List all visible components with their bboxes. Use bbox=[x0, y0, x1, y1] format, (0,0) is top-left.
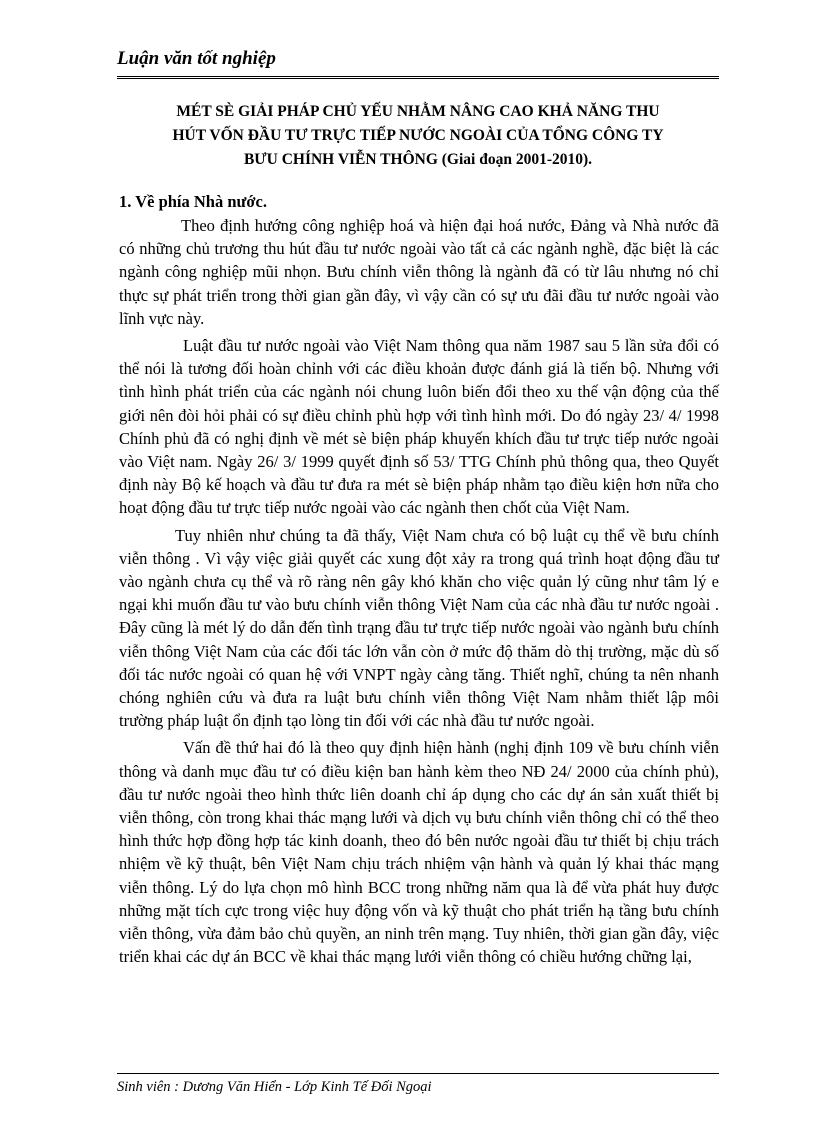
paragraph-3: Tuy nhiên như chúng ta đã thấy, Việt Nam chưa có bộ luật cụ thể về bưu chính viễn thông . Vì vậy việc giải quyết các xung đột xảy ra trong quá trình hoạt động đầu tư vào ngành chưa cụ thể và rõ ràng nên gây khó khăn cho việc quản lý cũng như tâm lý e ngại khi muốn đầu tư vào bưu chính viễn thông Việt Nam của các nhà đầu tư nước ngoài . Đây cũng là mét lý do dẫn đến tình trạng đầu tư trực tiếp nước ngoài vào ngành bưu chính viễn thông Việt Nam của các đối tác lớn vẫn còn ở mức độ thăm dò thị trường, mặc dù số đối tác nước ngoài có quan hệ với VNPT ngày càng tăng. Thiết nghĩ, chúng ta nên nhanh chóng nghiên cứu và đưa ra luật bưu chính viễn thông Việt Nam nhằm thiết lập môi trường pháp luật ổn định tạo lòng tin đối với các nhà đầu tư nước ngoài. bbox=[119, 525, 719, 731]
page-header: Luận văn tốt nghiệp bbox=[117, 48, 719, 79]
page-footer: Sinh viên : Dương Văn Hiển - Lớp Kinh Tế Đối Ngoại bbox=[117, 1079, 432, 1095]
paragraph-4: Vấn đề thứ hai đó là theo quy định hiện hành (nghị định 109 về bưu chính viễn thông và danh mục đầu tư có điều kiện ban hành kèm theo NĐ 24/ 2000 của chính phủ), đầu tư nước ngoài theo hình thức liên doanh chỉ áp dụng cho các dự án sản xuất thiết bị viễn thông, còn trong khai thác mạng lưới và dịch vụ bưu chính viễn thông chỉ có thể theo hình thức hợp đồng hợp tác kinh doanh, theo đó bên nước ngoài đầu tư thiết bị chịu trách nhiệm về kỹ thuật, bên Việt Nam chịu trách nhiệm vận hành và quản lý khai thác mạng viễn thông. Lý do lựa chọn mô hình BCC trong những năm qua là để vừa phát huy được những mặt tích cực trong việc huy động vốn và kỹ thuật cho phát triển hạ tầng bưu chính viễn thông, vừa đảm bảo chủ quyền, an ninh trên mạng. Tuy nhiên, thời gian gần đây, việc triển khai các dự án BCC về khai thác mạng lưới viễn thông có chiều hướng chững lại, bbox=[119, 738, 719, 967]
section-heading: 1. Về phía Nhà nước. bbox=[119, 192, 268, 211]
title-line-2: HÚT VỐN ĐẦU TƯ TRỰC TIẾP NƯỚC NGOÀI CỦA TỔNG CÔNG TY bbox=[172, 127, 664, 144]
document-body bbox=[119, 214, 719, 973]
title-line-3: BƯU CHÍNH VIỄN THÔNG (Giai đoạn 2001-2010). bbox=[243, 151, 593, 168]
title-line-1: MÉT SÈ GIẢI PHÁP CHỦ YẾU NHẰM NÂNG CAO KHẢ NĂNG THU bbox=[176, 103, 660, 120]
paragraph-1: Theo định hướng công nghiệp hoá và hiện đại hoá nước, Đảng và Nhà nước đã có những chủ trương thu hút đầu tư nước ngoài vào tất cả các ngành nghề, đặc biệt là các ngành công nghiệp mũi nhọn. Bưu chính viễn thông là ngành đã có từ lâu nhưng nó chỉ thực sự phát triển trong thời gian gần đây, vì vậy cần có sự ưu đãi đầu tư nước ngoài vào lĩnh vực này. bbox=[119, 216, 719, 328]
footer-divider bbox=[117, 1073, 719, 1074]
document-title bbox=[117, 100, 719, 172]
paragraph-2: Luật đầu tư nước ngoài vào Việt Nam thông qua năm 1987 sau 5 lần sửa đổi có thể nói là tương đối hoàn chỉnh với các điều khoản được đánh giá là tiến bộ. Nhưng với tình hình phát triển của các ngành nói chung luôn biến đổi theo xu thế vận động của thế giới nên đòi hỏi phải có sự điều chỉnh phù hợp với tình hình mới. Do đó ngày 23/ 4/ 1998 Chính phủ đã có nghị định về mét sè biện pháp khuyến khích đầu tư trực tiếp nước ngoài vào Việt nam. Ngày 26/ 3/ 1999 quyết định số 53/ TTG Chính phủ thông qua, theo Quyết định này Bộ kế hoạch và đầu tư đưa ra mét sè biện pháp nhằm tạo điều kiện hơn nữa cho hoạt động đầu tư trực tiếp nước ngoài vào các ngành then chốt của Việt Nam. bbox=[119, 336, 719, 518]
